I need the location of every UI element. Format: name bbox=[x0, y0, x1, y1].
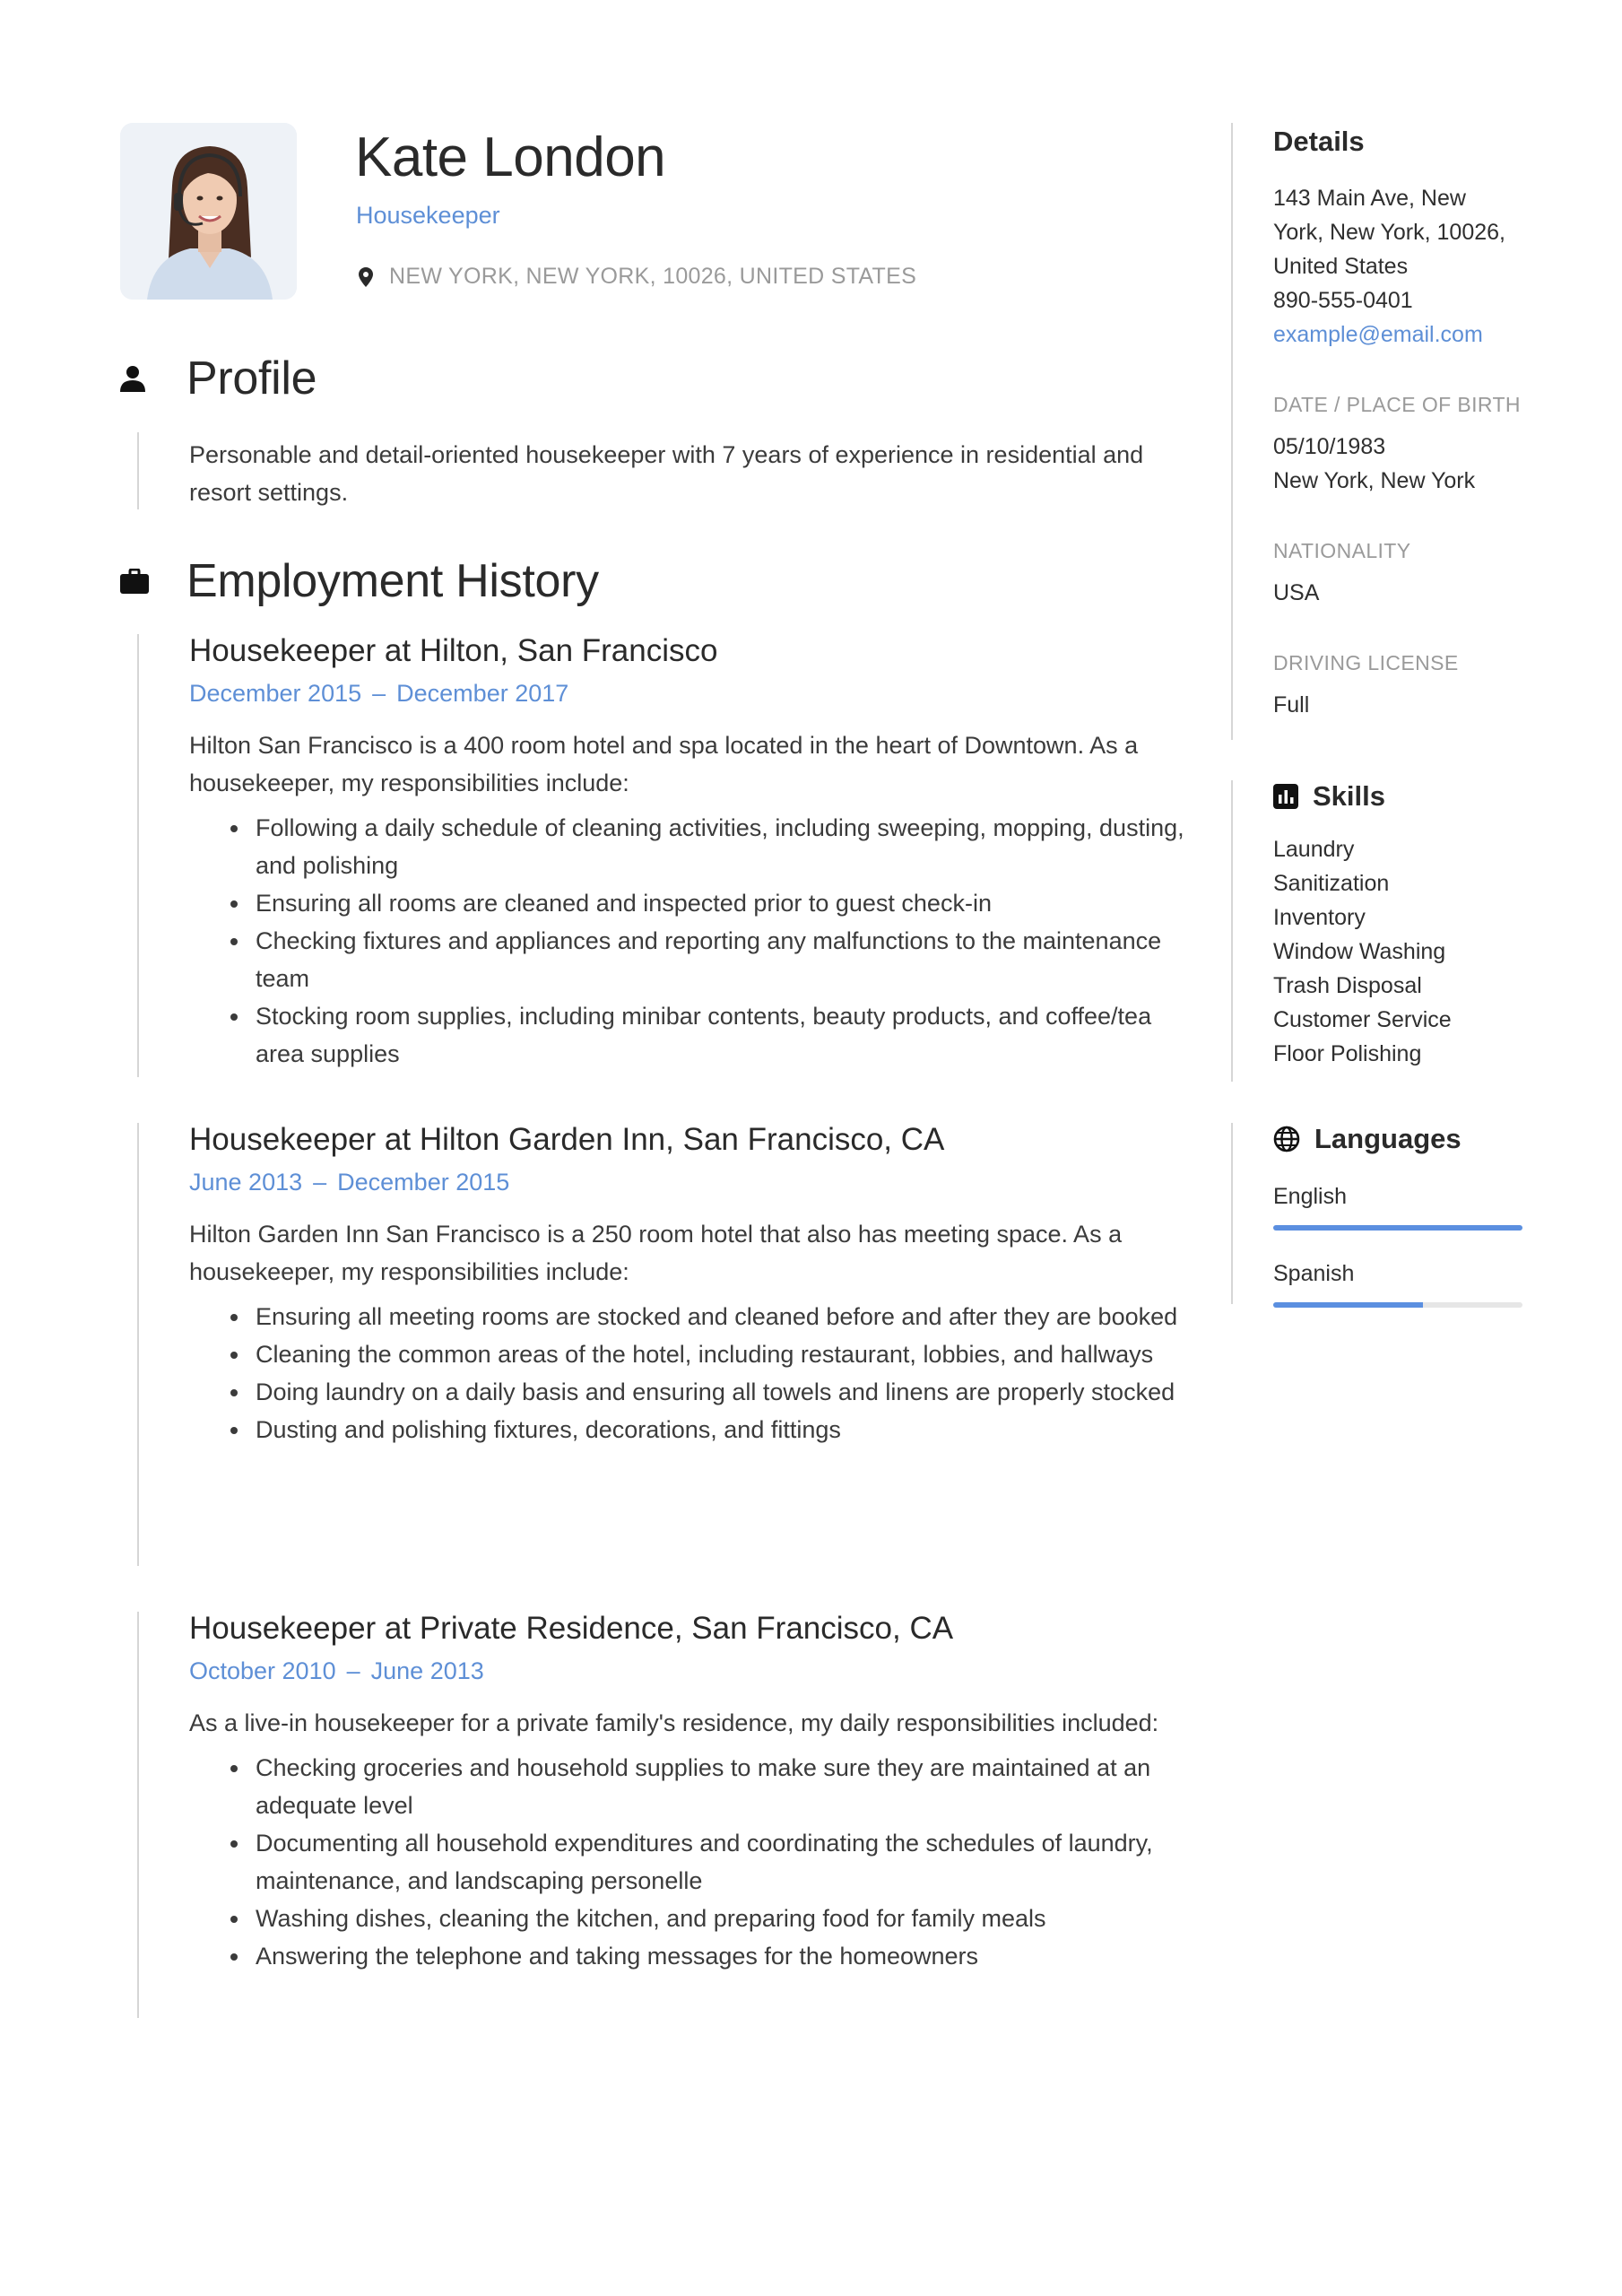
language-name: Spanish bbox=[1273, 1261, 1355, 1286]
profile-divider-line bbox=[137, 432, 139, 509]
list-item: Washing dishes, cleaning the kitchen, and preparing food for family meals bbox=[256, 1900, 1189, 1937]
language-level-bar bbox=[1273, 1225, 1522, 1231]
employment-heading-text: Employment History bbox=[186, 555, 599, 607]
language-level-fill bbox=[1273, 1225, 1522, 1231]
job-start-date: June 2013 bbox=[189, 1169, 303, 1196]
job-dates: December 2015 – December 2017 bbox=[189, 680, 569, 707]
language-level-bar bbox=[1273, 1302, 1522, 1308]
job-responsibilities-list bbox=[189, 1298, 1189, 1448]
sidebar-divider-line bbox=[1231, 780, 1233, 1082]
language-level-fill bbox=[1273, 1302, 1423, 1308]
nationality-label: NATIONALITY bbox=[1273, 539, 1411, 562]
list-item: Stocking room supplies, including minibar contents, beauty products, and coffee/tea area supplies bbox=[256, 997, 1189, 1073]
list-item: Ensuring all rooms are cleaned and inspected prior to guest check-in bbox=[256, 884, 1189, 922]
job-responsibilities-list bbox=[189, 809, 1189, 1073]
profile-heading-text: Profile bbox=[186, 352, 317, 404]
skills-heading bbox=[1273, 780, 1542, 813]
employment-section-heading bbox=[120, 554, 599, 608]
job-description: As a live-in housekeeper for a private family's residence, my daily responsibilities included: bbox=[189, 1709, 1159, 1736]
job-title: Housekeeper at Hilton Garden Inn, San Francisco, CA bbox=[189, 1122, 945, 1157]
language-item bbox=[1273, 1180, 1542, 1231]
language-item bbox=[1273, 1257, 1542, 1308]
job-dates: October 2010 – June 2013 bbox=[189, 1657, 484, 1684]
candidate-name: Kate London bbox=[355, 126, 666, 188]
job-dates: June 2013 – December 2015 bbox=[189, 1169, 510, 1196]
job-end-date: December 2015 bbox=[337, 1169, 510, 1196]
job-responsibilities-list bbox=[189, 1749, 1189, 1975]
job-entry bbox=[189, 631, 1189, 1073]
birth-place: New York, New York bbox=[1273, 468, 1476, 493]
list-item: Checking fixtures and appliances and reporting any malfunctions to the maintenance team bbox=[256, 922, 1189, 997]
job-start-date: December 2015 bbox=[189, 680, 362, 707]
sidebar-divider-line bbox=[1231, 123, 1233, 740]
list-item: Documenting all household expenditures and coordinating the schedules of laundry, maintenance, and landscaping personelle bbox=[256, 1824, 1189, 1900]
list-item: Doing laundry on a daily basis and ensuring all towels and linens are properly stocked bbox=[256, 1373, 1189, 1411]
job-description: Hilton Garden Inn San Francisco is a 250 room hotel that also has meeting space. As a housekeeper, my responsibilities include: bbox=[189, 1221, 1123, 1285]
address-line: 143 Main Ave, New bbox=[1273, 186, 1466, 211]
list-item: Following a daily schedule of cleaning activities, including sweeping, mopping, dusting, and polishing bbox=[256, 809, 1189, 884]
list-item: Checking groceries and household supplies to make sure they are maintained at an adequate level bbox=[256, 1749, 1189, 1824]
address-line: United States bbox=[1273, 254, 1409, 279]
skill-item: Inventory bbox=[1273, 905, 1366, 930]
job-divider-line bbox=[137, 634, 139, 1077]
languages-section bbox=[1273, 1123, 1542, 1335]
sidebar-divider-line bbox=[1231, 1123, 1233, 1304]
language-name: English bbox=[1273, 1184, 1347, 1209]
skill-item: Sanitization bbox=[1273, 871, 1390, 896]
profile-photo bbox=[120, 123, 297, 300]
details-section bbox=[1273, 126, 1542, 722]
job-entry bbox=[189, 1609, 1189, 1975]
list-item: Dusting and polishing fixtures, decorations, and fittings bbox=[256, 1411, 1189, 1448]
location-pin-icon bbox=[359, 267, 373, 287]
birth-label: DATE / PLACE OF BIRTH bbox=[1273, 393, 1521, 416]
bar-chart-icon bbox=[1273, 784, 1298, 809]
person-icon bbox=[120, 365, 163, 392]
skill-item: Window Washing bbox=[1273, 939, 1446, 964]
job-end-date: June 2013 bbox=[370, 1657, 484, 1684]
list-item: Cleaning the common areas of the hotel, including restaurant, lobbies, and hallways bbox=[256, 1335, 1189, 1373]
candidate-location bbox=[359, 264, 916, 290]
skill-item: Floor Polishing bbox=[1273, 1041, 1422, 1066]
skills-heading-text: Skills bbox=[1313, 780, 1385, 812]
list-item: Ensuring all meeting rooms are stocked and cleaned before and after they are booked bbox=[256, 1298, 1189, 1335]
address-line: York, New York, 10026, bbox=[1273, 220, 1505, 245]
job-start-date: October 2010 bbox=[189, 1657, 336, 1684]
skill-item: Customer Service bbox=[1273, 1007, 1452, 1032]
profile-summary: Personable and detail-oriented housekeeper with 7 years of experience in residential and resort settings. bbox=[189, 441, 1144, 506]
job-title: Housekeeper at Hilton, San Francisco bbox=[189, 633, 718, 668]
languages-heading bbox=[1273, 1123, 1542, 1155]
driving-license-label: DRIVING LICENSE bbox=[1273, 651, 1459, 674]
birth-date: 05/10/1983 bbox=[1273, 434, 1386, 459]
briefcase-icon bbox=[120, 569, 163, 594]
list-item: Answering the telephone and taking messages for the homeowners bbox=[256, 1937, 1189, 1975]
person-portrait-image bbox=[120, 123, 297, 300]
candidate-job-title: Housekeeper bbox=[356, 202, 500, 229]
job-end-date: December 2017 bbox=[396, 680, 569, 707]
details-heading: Details bbox=[1273, 126, 1365, 157]
job-title: Housekeeper at Private Residence, San Francisco, CA bbox=[189, 1611, 954, 1646]
driving-license-value: Full bbox=[1273, 692, 1310, 718]
job-divider-line bbox=[137, 1123, 139, 1566]
languages-heading-text: Languages bbox=[1314, 1123, 1462, 1154]
job-entry bbox=[189, 1120, 1189, 1448]
location-text: NEW YORK, NEW YORK, 10026, UNITED STATES bbox=[389, 264, 917, 289]
profile-section-heading bbox=[120, 352, 317, 405]
phone-number: 890-555-0401 bbox=[1273, 288, 1413, 313]
skill-item: Laundry bbox=[1273, 837, 1355, 862]
job-description: Hilton San Francisco is a 400 room hotel and spa located in the heart of Downtown. As a housekeeper, my responsibilities include: bbox=[189, 732, 1139, 796]
skill-item: Trash Disposal bbox=[1273, 973, 1422, 998]
globe-icon bbox=[1273, 1126, 1300, 1152]
nationality-value: USA bbox=[1273, 580, 1320, 605]
email-link[interactable]: example@email.com bbox=[1273, 322, 1483, 347]
skills-section bbox=[1273, 780, 1542, 1071]
job-divider-line bbox=[137, 1612, 139, 2018]
